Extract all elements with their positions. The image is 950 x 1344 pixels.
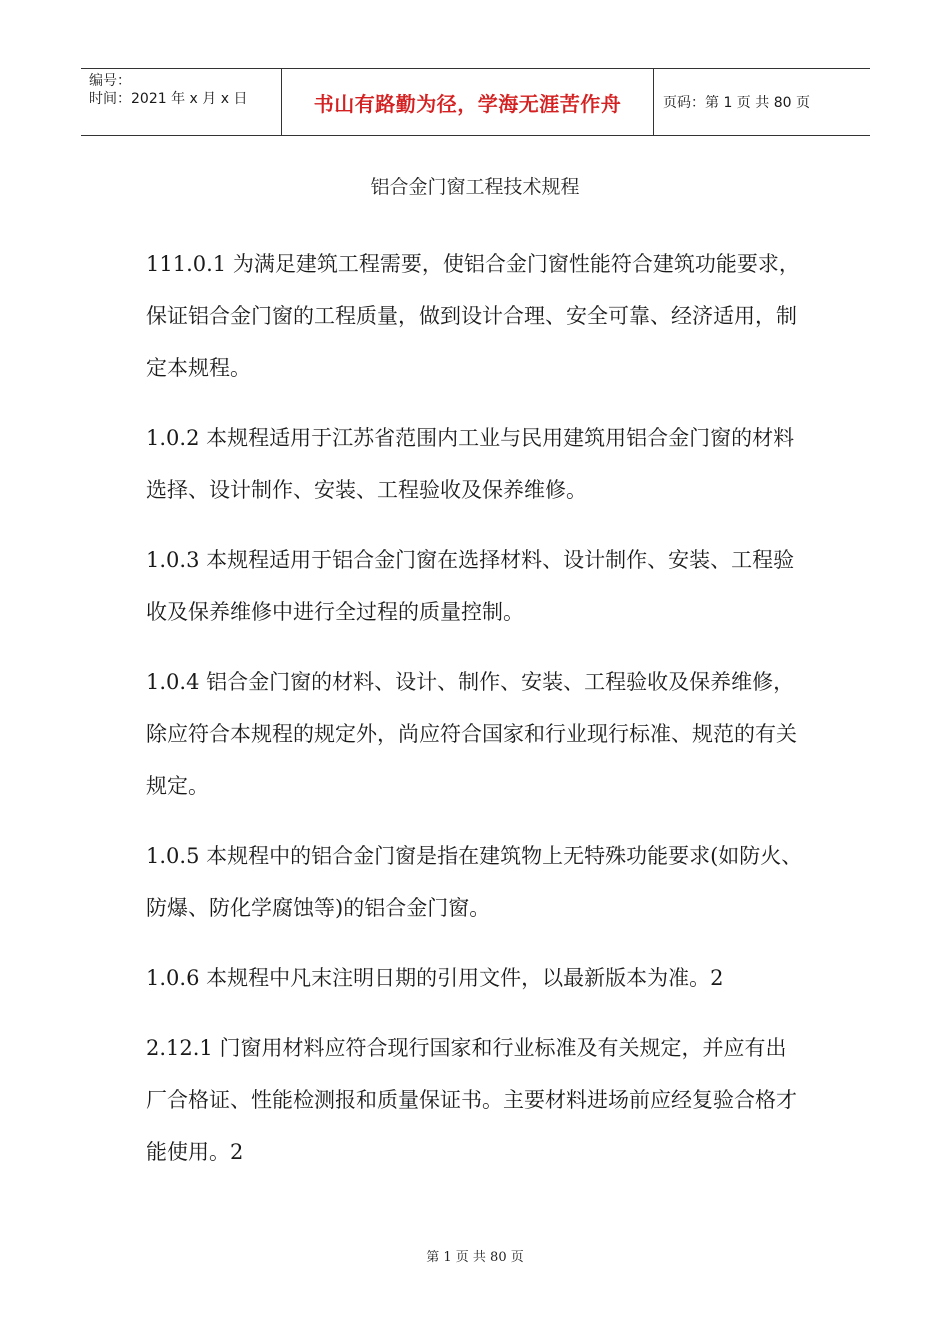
- document-number-label: 编号：: [89, 73, 131, 89]
- document-header: [81, 68, 870, 136]
- paragraph-1-0-1: 111.0.1 为满足建筑工程需要，使铝合金门窗性能符合建筑功能要求，保证铝合金门窗的工程质量，做到设计合理、安全可靠、经济适用，制定本规程。: [146, 252, 800, 380]
- document-title: 铝合金门窗工程技术规程: [370, 176, 580, 198]
- header-motto: 书山有路勤为径，学海无涯苦作舟: [313, 91, 622, 116]
- page-footer: 第 1 页 共 80 页: [426, 1250, 524, 1265]
- header-page-cell: [654, 69, 870, 135]
- paragraph-1-0-4: 1.0.4 铝合金门窗的材料、设计、制作、安装、工程验收及保养维修，除应符合本规程的规定外，尚应符合国家和行业现行标准、规范的有关规定。: [146, 670, 797, 798]
- document-body: [146, 238, 806, 1196]
- paragraph-1-0-2: 1.0.2 本规程适用于江苏省范围内工业与民用建筑用铝合金门窗的材料选择、设计制作、安装、工程验收及保养维修。: [146, 426, 795, 502]
- paragraph-1-0-6: 1.0.6 本规程中凡末注明日期的引用文件，以最新版本为准。2: [146, 966, 724, 990]
- header-motto-cell: [282, 69, 654, 135]
- document-date-label: 时间：2021 年 x 月 x 日: [89, 91, 248, 107]
- header-meta-cell: [81, 69, 282, 135]
- paragraph-1-0-5: 1.0.5 本规程中的铝合金门窗是指在建筑物上无特殊功能要求(如防火、防爆、防化学腐蚀等)的铝合金门窗。: [146, 844, 803, 920]
- header-page-info: 页码：第 1 页 共 80 页: [663, 95, 810, 111]
- paragraph-1-0-3: 1.0.3 本规程适用于铝合金门窗在选择材料、设计制作、安装、工程验收及保养维修中进行全过程的质量控制。: [146, 548, 795, 624]
- paragraph-2-12-1: 2.12.1 门窗用材料应符合现行国家和行业标准及有关规定，并应有出厂合格证、性能检测报和质量保证书。主要材料进场前应经复验合格才能使用。2: [146, 1036, 797, 1164]
